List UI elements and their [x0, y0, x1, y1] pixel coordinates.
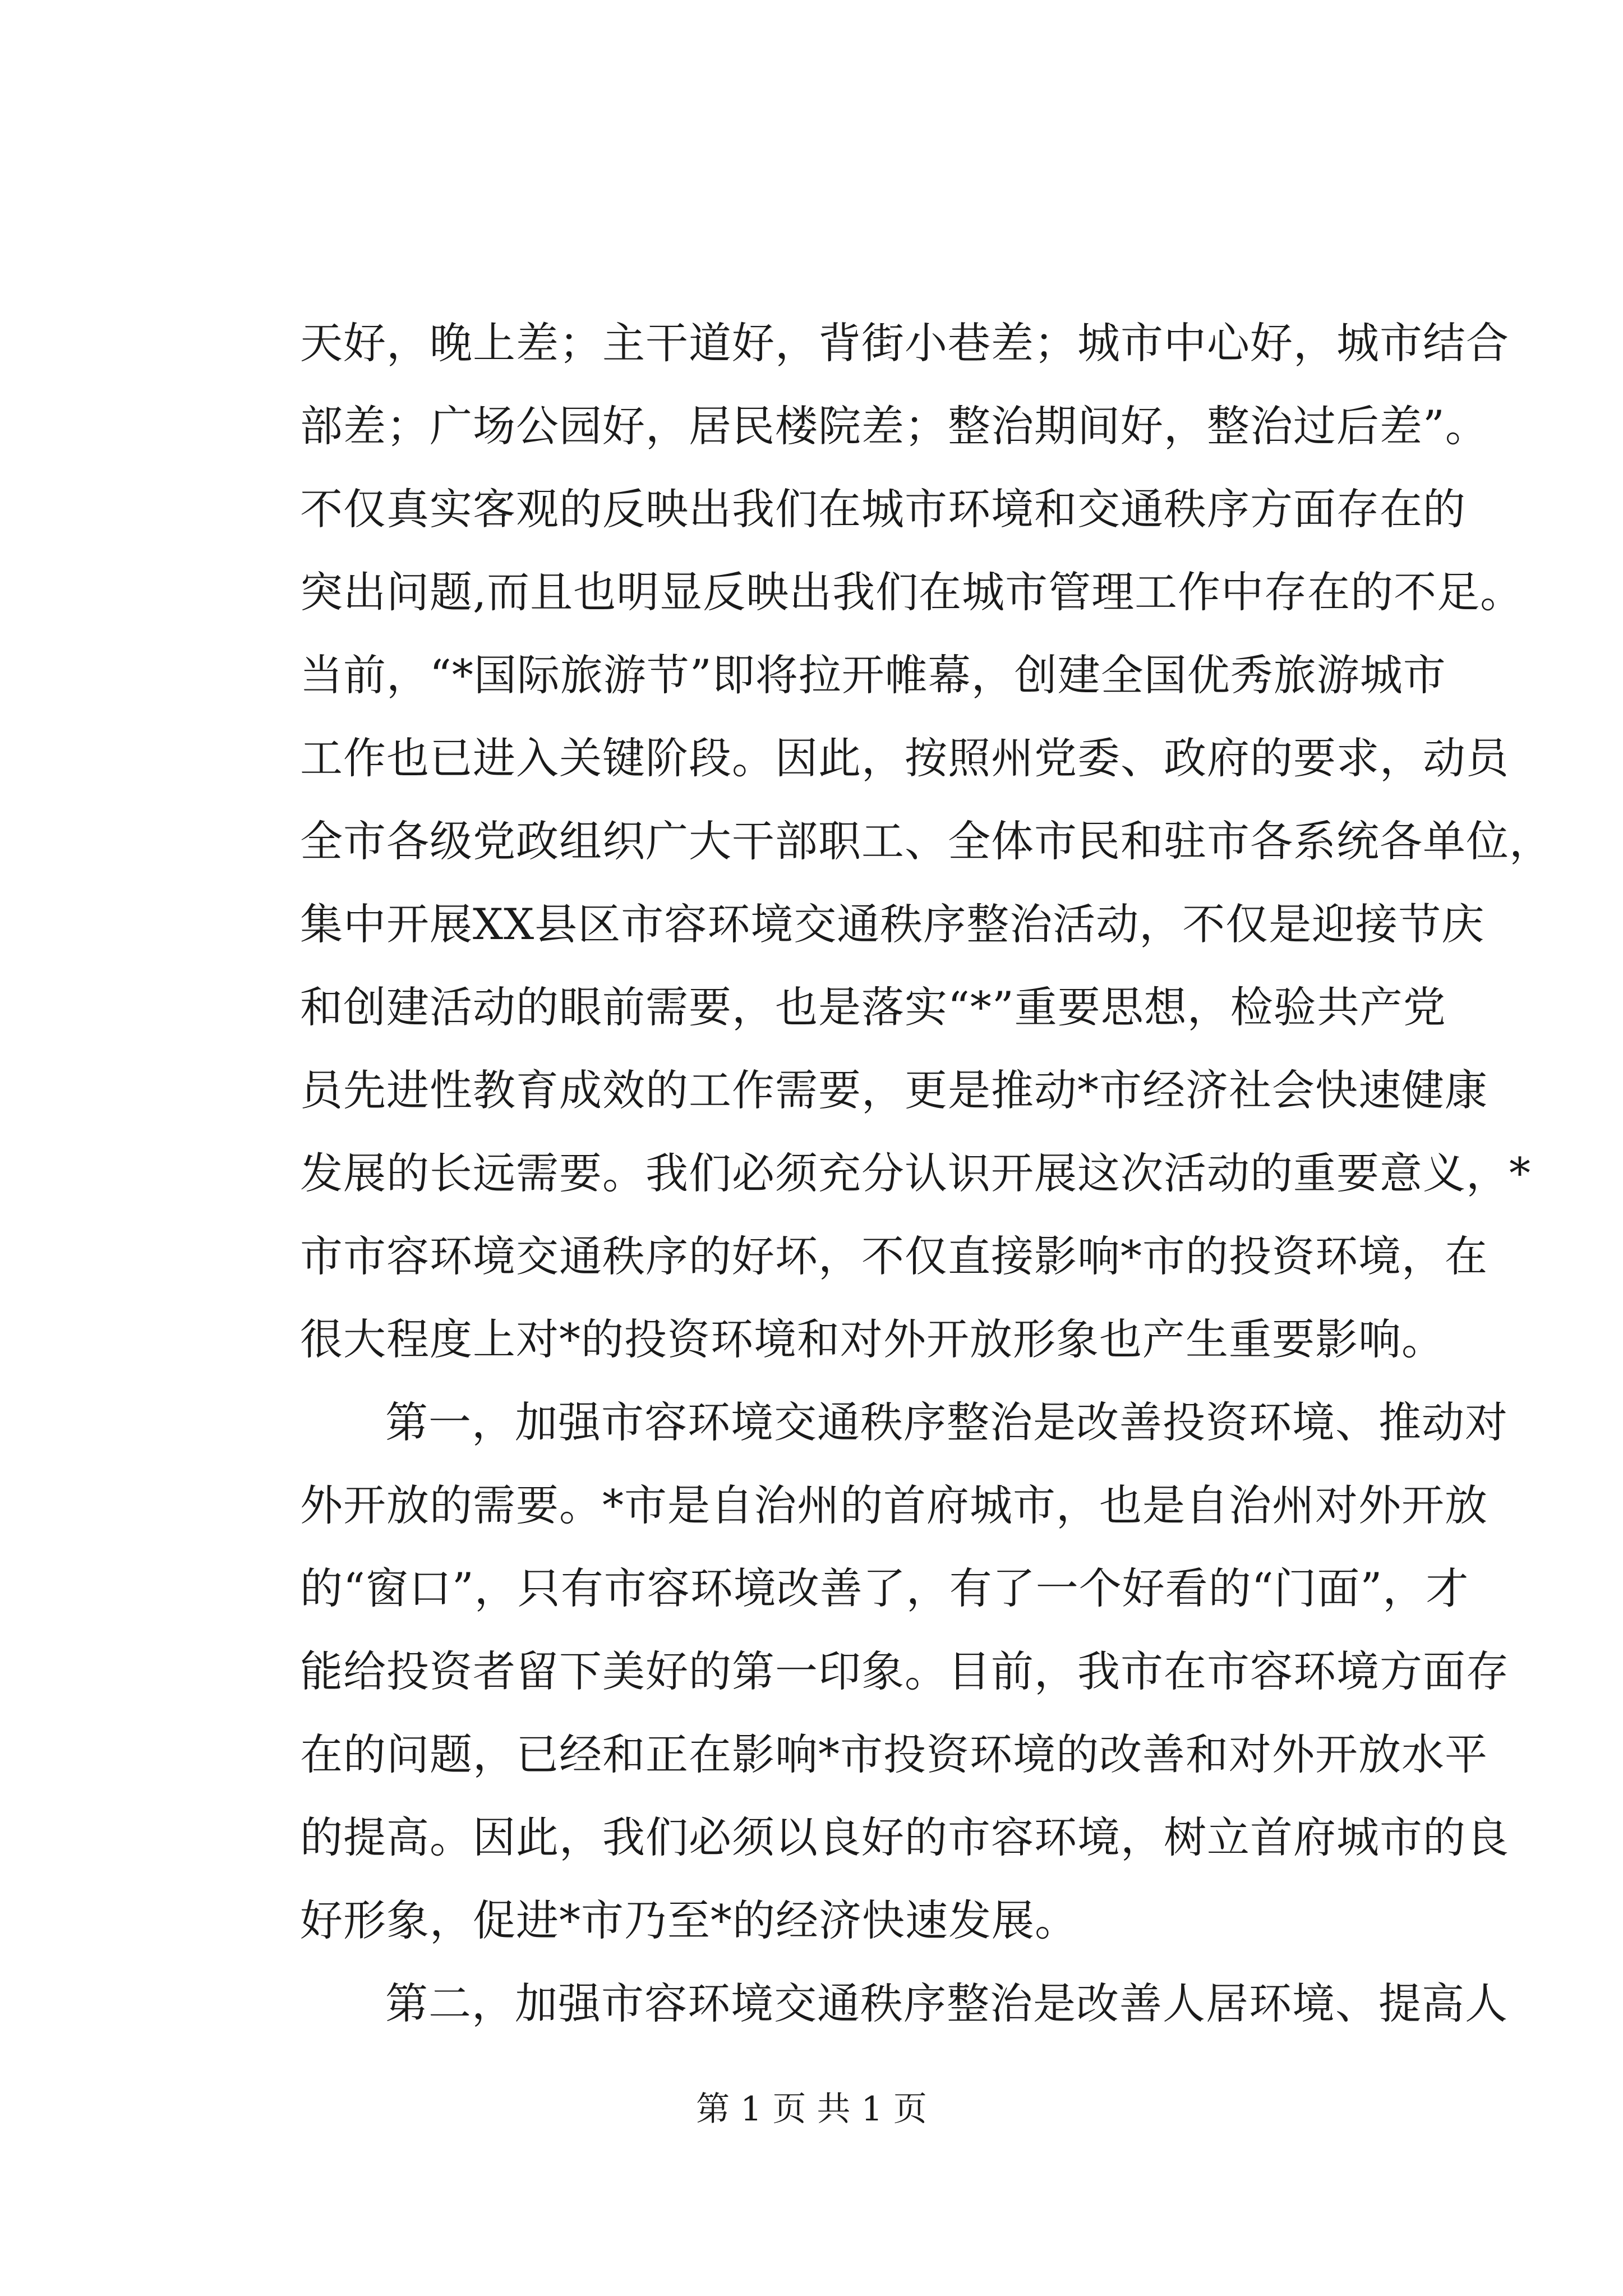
text-line: 很大程度上对*的投资环境和对外开放形象也产生重要影响。	[300, 1314, 1445, 1364]
text-line: 突出问题,而且也明显反映出我们在城市管理工作中存在的不足。	[300, 567, 1524, 617]
text-line: 全市各级党政组织广大干部职工、全体市民和驻市各系统各单位，	[300, 816, 1552, 866]
page-number-label: 第 1 页 共 1 页	[696, 2090, 927, 2129]
text-line: 好形象，促进*市乃至*的经济快速发展。	[300, 1895, 1078, 1945]
text-line: 工作也已进入关键阶段。因此，按照州党委、政府的要求，动员	[300, 733, 1509, 783]
text-line: 外开放的需要。*市是自治州的首府城市，也是自治州对外开放	[300, 1480, 1488, 1530]
text-line: 不仅真实客观的反映出我们在城市环境和交通秩序方面存在的	[300, 484, 1466, 534]
text-line: 部差；广场公园好，居民楼院差；整治期间好，整治过后差”。	[300, 401, 1488, 451]
text-line: 和创建活动的眼前需要，也是落实“*”重要思想，检验共产党	[300, 982, 1446, 1032]
text-line: 能给投资者留下美好的第一印象。目前，我市在市容环境方面存	[300, 1646, 1509, 1696]
paragraph-first-line: 第一，加强市容环境交通秩序整治是改善投资环境、推动对	[385, 1397, 1508, 1447]
document-body	[300, 302, 1552, 2045]
text-line: 员先进性教育成效的工作需要，更是推动*市经济社会快速健康	[300, 1065, 1488, 1115]
page-footer	[0, 2087, 1623, 2132]
text-line: 在的问题，已经和正在影响*市投资环境的改善和对外开放水平	[300, 1729, 1488, 1779]
text-line: 发展的长远需要。我们必须充分认识开展这次活动的重要意义，*	[300, 1148, 1531, 1198]
text-line: 集中开展XX县区市容环境交通秩序整治活动，不仅是迎接节庆	[300, 899, 1485, 949]
text-line: 的提高。因此，我们必须以良好的市容环境，树立首府城市的良	[300, 1812, 1509, 1862]
text-line: 市市容环境交通秩序的好坏，不仅直接影响*市的投资环境，在	[300, 1231, 1488, 1281]
text-line: 天好，晚上差；主干道好，背街小巷差；城市中心好，城市结合	[300, 318, 1509, 368]
text-line: 当前，“*国际旅游节”即将拉开帷幕，创建全国优秀旅游城市	[300, 650, 1446, 700]
paragraph-first-line: 第二，加强市容环境交通秩序整治是改善人居环境、提高人	[385, 1978, 1508, 2028]
text-line: 的“窗口”，只有市容环境改善了，有了一个好看的“门面”，才	[300, 1563, 1469, 1613]
